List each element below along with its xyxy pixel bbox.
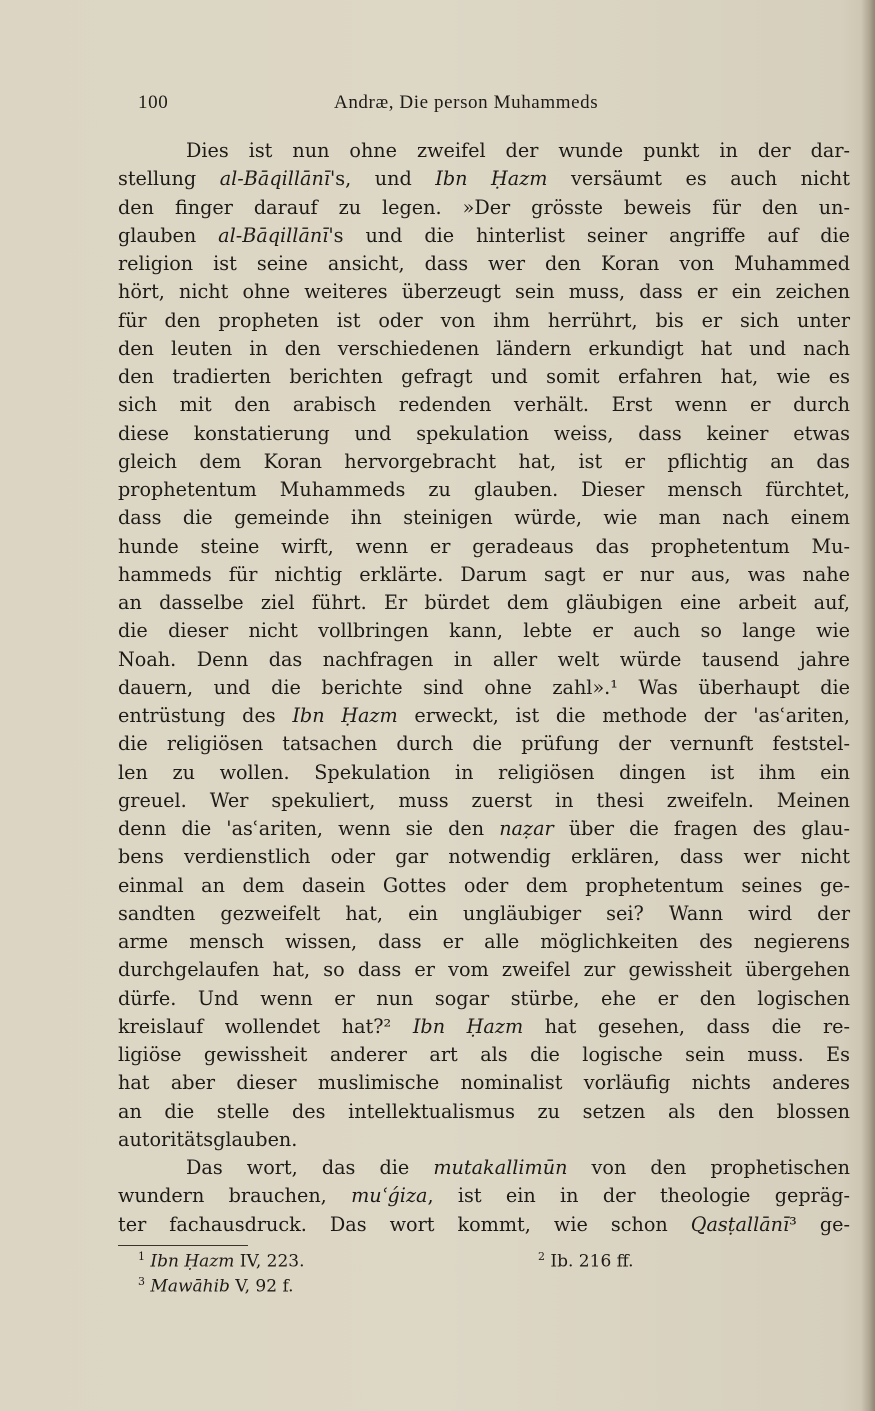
italic-run: naẓar [499,817,554,840]
italic-run: Qasṭallānī [690,1212,790,1236]
text-line [118,278,850,306]
text-line [118,985,850,1013]
text-line [118,730,850,758]
text-run: len zu wollen. Spekulation in religiösen dingen ist ihm ein [118,760,850,784]
footnote-2 [538,1244,634,1275]
text-line [118,476,850,504]
text-run: glauben [118,223,219,247]
text-run: hat gesehen, dass die re- [523,1014,850,1038]
text-line [118,815,850,843]
italic-run: mutakallimūn [433,1156,568,1179]
text-run: prophetentum Muhammeds zu glauben. Dieser mensch fürchtet, [118,478,850,501]
text-line [118,222,850,250]
text-line [118,137,850,165]
text-line [118,900,850,928]
text-line [118,504,850,532]
text-run: ³ ge- [789,1212,850,1236]
text-line [118,843,850,871]
text-line [118,956,850,984]
text-run: einmal an dem dasein Gottes oder dem prophetentum seines ge- [118,873,850,897]
footnote-ref: Ib. 216 ff. [550,1251,634,1272]
text-run: diese konstatierung und spekulation weiss, dass keiner etwas [118,421,850,445]
text-run: Das wort, das die [186,1156,434,1179]
italic-run: Ibn Ḥazm [412,1014,524,1038]
text-run: kreislauf wollendet hat?² [118,1014,413,1038]
text-line [118,165,850,193]
body-text [118,137,850,1239]
text-run: versäumt es auch nicht [547,167,850,191]
text-run: wundern brauchen, [118,1184,352,1208]
page-number: 100 [138,92,169,113]
text-run: dauern, und die berichte sind ohne zahl».¹ Was überhaupt die [118,675,850,699]
text-run: die dieser nicht vollbringen kann, lebte er auch so lange wie [118,619,850,643]
text-run: dürfe. Und wenn er nun sogar stürbe, ehe er den logischen [118,986,850,1010]
text-run: von den prophetischen [567,1156,850,1179]
text-run: 's und die hinterlist seiner angriffe auf die [328,223,851,247]
italic-run: muʿǵiza [351,1184,428,1208]
page-header [138,92,850,118]
text-line [118,1069,850,1097]
footnote-mark: 2 [538,1250,545,1263]
text-line [118,1013,850,1041]
text-line [118,448,850,476]
italic-run: al-Bāqillānī [218,223,329,247]
text-line [118,674,850,702]
text-run: hat aber dieser muslimische nominalist vorläufig nichts anderes [118,1071,850,1095]
text-run: arme mensch wissen, dass er alle möglichkeiten des negierens [118,930,850,953]
footnote-mark: 3 [138,1275,145,1288]
text-run: hammeds für nichtig erklärte. Darum sagt er nur aus, was nahe [118,562,850,586]
italic-run: al-Bāqillānī [219,167,330,191]
text-run: für den propheten ist oder von ihm herrührt, bis er sich unter [118,308,850,332]
text-run: autoritätsglauben. [118,1127,298,1151]
footnote-mark: 1 [138,1250,145,1263]
text-run: hunde steine wirft, wenn er geradeaus das prophetentum Mu- [118,534,850,558]
text-run: sich mit den arabisch redenden verhält. Erst wenn er durch [118,393,850,417]
text-line [118,787,850,815]
italic-run: Ibn Ḥazm [292,704,398,727]
text-line [118,646,850,674]
text-run: , ist ein in der theologie gepräg- [427,1184,850,1208]
italic-run: Ibn Ḥazm [435,167,548,191]
text-run: den finger darauf zu legen. »Der grösste beweis für den un- [118,195,850,219]
text-line [118,617,850,645]
text-run: gleich dem Koran hervorgebracht hat, ist er pflichtig an das [118,449,850,473]
text-line [118,928,850,956]
text-line [118,391,850,419]
footnote-ref: IV, 223. [234,1251,305,1272]
text-run: religion ist seine ansicht, dass wer den Koran von Muhammed [118,252,850,275]
text-line [118,335,850,363]
text-line [118,1041,850,1069]
text-run: an dasselbe ziel führt. Er bürdet dem gläubigen eine arbeit auf, [118,591,850,614]
text-run: 's, und [329,167,436,191]
footnote-3 [138,1269,294,1300]
text-line [118,1098,850,1126]
text-line [118,307,850,335]
text-line [118,872,850,900]
text-line [118,250,850,278]
text-run: denn die 'asʿariten, wenn sie den [118,817,500,840]
text-run: Noah. Denn das nachfragen in aller welt würde tausend jahre [118,647,850,671]
text-line [118,533,850,561]
text-run: dass die gemeinde ihn steinigen würde, wie man nach einem [118,506,850,530]
text-run: die religiösen tatsachen durch die prüfung der vernunft feststel- [118,732,850,756]
text-line [118,1154,850,1182]
text-run: an die stelle des intellektualismus zu setzen als den blossen [118,1099,850,1123]
text-run: den tradierten berichten gefragt und somit erfahren hat, wie es [118,365,850,388]
text-line [118,1211,850,1239]
page-edge-shadow [861,0,875,1411]
text-line [118,1182,850,1210]
text-run: sandten gezweifelt hat, ein ungläubiger sei? Wann wird der [118,901,850,925]
text-line [118,1126,850,1154]
text-run: bens verdienstlich oder gar notwendig erklären, dass wer nicht [118,845,850,869]
text-line [118,759,850,787]
text-run: stellung [118,167,220,191]
text-line [118,363,850,391]
text-run: Dies ist nun ohne zweifel der wunde punkt in der dar- [186,139,850,162]
text-line [118,420,850,448]
text-run: durchgelaufen hat, so dass er vom zweifel zur gewissheit übergehen [118,958,850,982]
text-run: über die fragen des glau- [553,817,850,840]
text-line [118,194,850,222]
text-run: ter fachausdruck. Das wort kommt, wie schon [118,1212,691,1236]
text-run: greuel. Wer spekuliert, muss zuerst in thesi zweifeln. Meinen [118,788,850,812]
footnote-title: Ibn Ḥazm [150,1251,235,1272]
footnote-title: Mawāhib [150,1276,230,1297]
text-run: ligiöse gewissheit anderer art als die logische sein muss. Es [118,1043,850,1066]
text-run: entrüstung des [118,704,293,727]
running-head: Andræ, Die person Muhammeds [334,92,599,113]
text-run: erweckt, ist die methode der 'asʿariten, [397,704,850,727]
text-line [118,702,850,730]
text-line [118,589,850,617]
text-run: den leuten in den verschiedenen ländern erkundigt hat und nach [118,336,850,360]
text-line [118,561,850,589]
footnote-ref: V, 92 f. [229,1276,294,1297]
text-run: hört, nicht ohne weiteres überzeugt sein muss, dass er ein zeichen [118,280,850,304]
